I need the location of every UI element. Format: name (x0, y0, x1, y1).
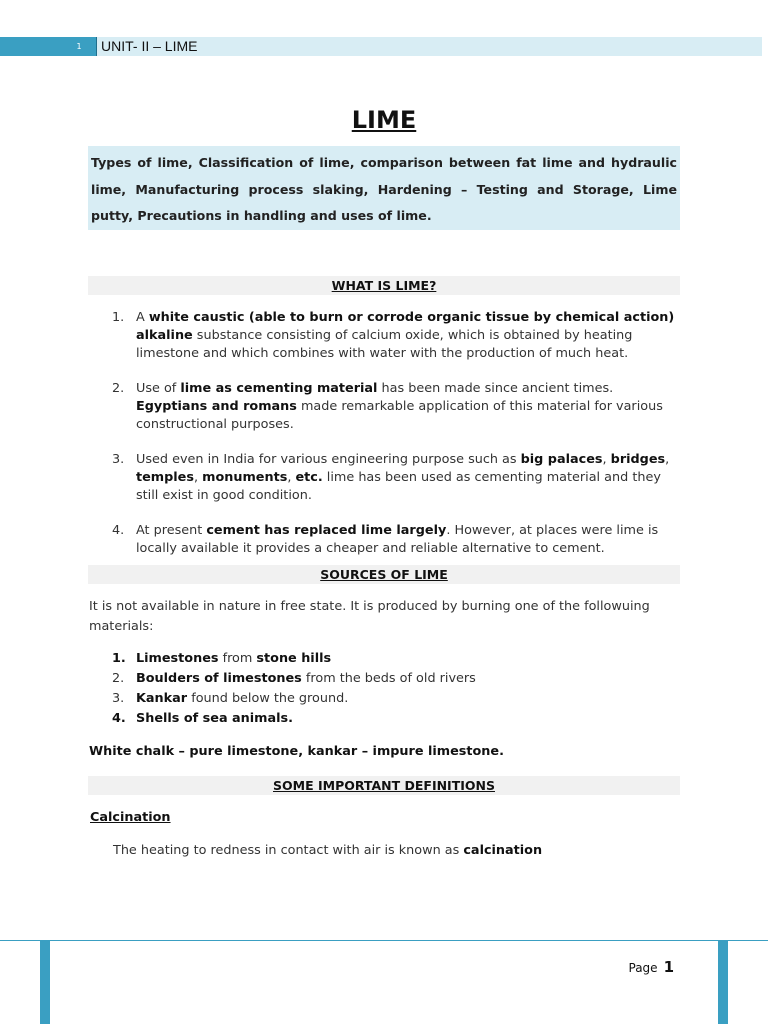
section-heading-definitions: SOME IMPORTANT DEFINITIONS (88, 776, 680, 795)
what-is-lime-list (108, 309, 680, 558)
definition-text-calcination: The heating to redness in contact with air is known as calcination (113, 843, 543, 858)
sources-list (108, 649, 680, 729)
document-title: LIME (351, 106, 417, 134)
header-page-index: 1 (76, 42, 82, 51)
list-item: 2. Use of lime as cementing material has been made since ancient times. Egyptians and romans made remarkable application of this material for various constructional purposes. (112, 381, 663, 432)
sources-intro-paragraph: It is not available in nature in free state. It is produced by burning one of the followuing materials: (89, 599, 650, 634)
list-item: 1. Limestones from stone hills (112, 651, 332, 666)
list-item: 2. Boulders of limestones from the beds of old rivers (112, 671, 476, 686)
limestone-summary: White chalk – pure limestone, kankar – impure limestone. (89, 744, 504, 759)
footer-right-bar (718, 940, 728, 1024)
list-item: 4. At present cement has replaced lime largely. However, at places were lime is locally available it provides a cheaper and reliable alternative to cement. (112, 523, 659, 556)
section-heading-what-is-lime: WHAT IS LIME? (88, 276, 680, 295)
footer-rule (0, 940, 768, 941)
definition-heading-calcination: Calcination (90, 810, 171, 825)
list-item: 3. Kankar found below the ground. (112, 691, 349, 706)
header-title: UNIT- II – LIME (101, 38, 198, 54)
list-item: 3. Used even in India for various engineering purpose such as big palaces, bridges, temples, monuments, etc. lime has been used as cementing material and they still exist in good condition. (112, 452, 670, 503)
list-item: 4. Shells of sea animals. (112, 711, 294, 726)
syllabus-box: Types of lime, Classification of lime, comparison between fat lime and hydraulic lime, Manufacturing process slaking, Hardening – Testing and Storage, Lime putty, Precautions in handling and uses of lime. (88, 146, 680, 230)
list-item: 1. A white caustic (able to burn or corrode organic tissue by chemical action) alkaline substance consisting of calcium oxide, which is obtained by heating limestone and which combines with water with the production of much heat. (112, 310, 675, 361)
footer-left-bar (40, 940, 50, 1024)
page-number: Page 1 (628, 958, 674, 976)
section-heading-sources-of-lime: SOURCES OF LIME (88, 565, 680, 584)
